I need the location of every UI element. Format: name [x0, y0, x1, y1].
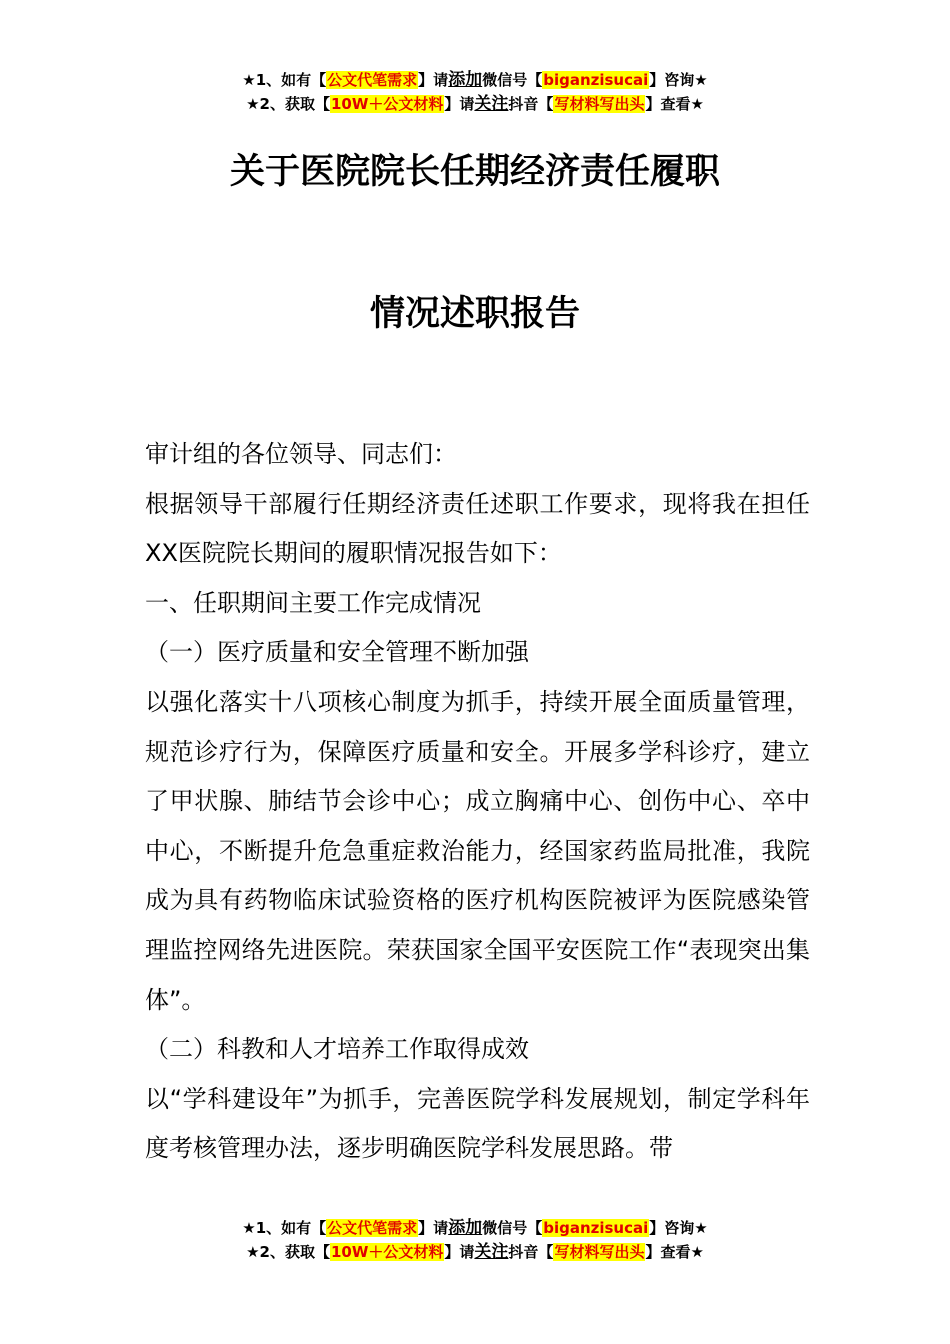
underlined-add: 添加 [448, 1218, 483, 1238]
highlight-douyin-id: 写材料写出头 [554, 1243, 645, 1261]
salutation: 审计组的各位领导、同志们： [145, 440, 457, 468]
banner-text: 微信号【 [482, 71, 543, 89]
banner-text: 】请 [444, 95, 475, 113]
highlight-service: 公文代笔需求 [327, 71, 418, 89]
intro-paragraph: 根据领导干部履行任期经济责任述职工作要求，现将我在担任XX医院院长期间的履职情况报告如下： [145, 489, 810, 568]
highlight-materials: 10W＋公文材料 [330, 95, 444, 113]
banner-line-2 [0, 92, 950, 116]
subsection-heading: （一）医疗质量和安全管理不断加强 [145, 638, 529, 667]
subsection-heading: （二）科教和人才培养工作取得成效 [145, 1035, 529, 1064]
banner-text: 】请 [418, 1219, 449, 1237]
banner-text: 】咨询★ [649, 71, 708, 89]
highlight-wechat-id: biganzisucai [543, 1219, 649, 1237]
document-body [145, 430, 810, 1174]
banner-text: 】查看★ [645, 1243, 704, 1261]
highlight-douyin-id: 写材料写出头 [554, 95, 645, 113]
underlined-follow: 关注 [474, 94, 509, 114]
footer-banner [0, 1216, 950, 1264]
banner-text: 微信号【 [482, 1219, 543, 1237]
banner-text: 】咨询★ [649, 1219, 708, 1237]
banner-text: 】请 [444, 1243, 475, 1261]
banner-text: 】查看★ [645, 95, 704, 113]
banner-line-2 [0, 1240, 950, 1264]
banner-text: ★2、获取【 [246, 1243, 330, 1261]
banner-text: ★1、如有【 [242, 71, 327, 89]
header-banner [0, 68, 950, 116]
highlight-service: 公文代笔需求 [327, 1219, 418, 1237]
banner-text: 】请 [418, 71, 449, 89]
body-paragraph: 以“学科建设年”为抓手，完善医院学科发展规划，制定学科年度考核管理办法，逐步明确医院学科发展思路。带 [145, 1084, 810, 1163]
banner-text: ★1、如有【 [242, 1219, 327, 1237]
underlined-add: 添加 [448, 70, 483, 90]
body-paragraph: 以强化落实十八项核心制度为抓手，持续开展全面质量管理，规范诊疗行为，保障医疗质量和安全。开展多学科诊疗，建立了甲状腺、肺结节会诊中心；成立胸痛中心、创伤中心、卒中中心，不断提升危急重症救治能力，经国家药监局批准，我院成为具有药物临床试验资格的医疗机构医院被评为医院感染管理监控网络先进医院。荣获国家全国平安医院工作“表现突出集体”。 [145, 687, 810, 1014]
banner-line-1 [0, 68, 950, 92]
section-heading: 一、任职期间主要工作完成情况 [145, 588, 481, 617]
document-title-line-2: 情况述职报告 [369, 294, 580, 334]
banner-text: 抖音【 [508, 1243, 554, 1261]
banner-text: ★2、获取【 [246, 95, 330, 113]
banner-text: 抖音【 [508, 95, 554, 113]
document-title-line-1: 关于医院院长任期经济责任履职 [229, 152, 720, 192]
banner-line-1 [0, 1216, 950, 1240]
highlight-materials: 10W＋公文材料 [330, 1243, 444, 1261]
underlined-follow: 关注 [474, 1242, 509, 1262]
highlight-wechat-id: biganzisucai [543, 71, 649, 89]
